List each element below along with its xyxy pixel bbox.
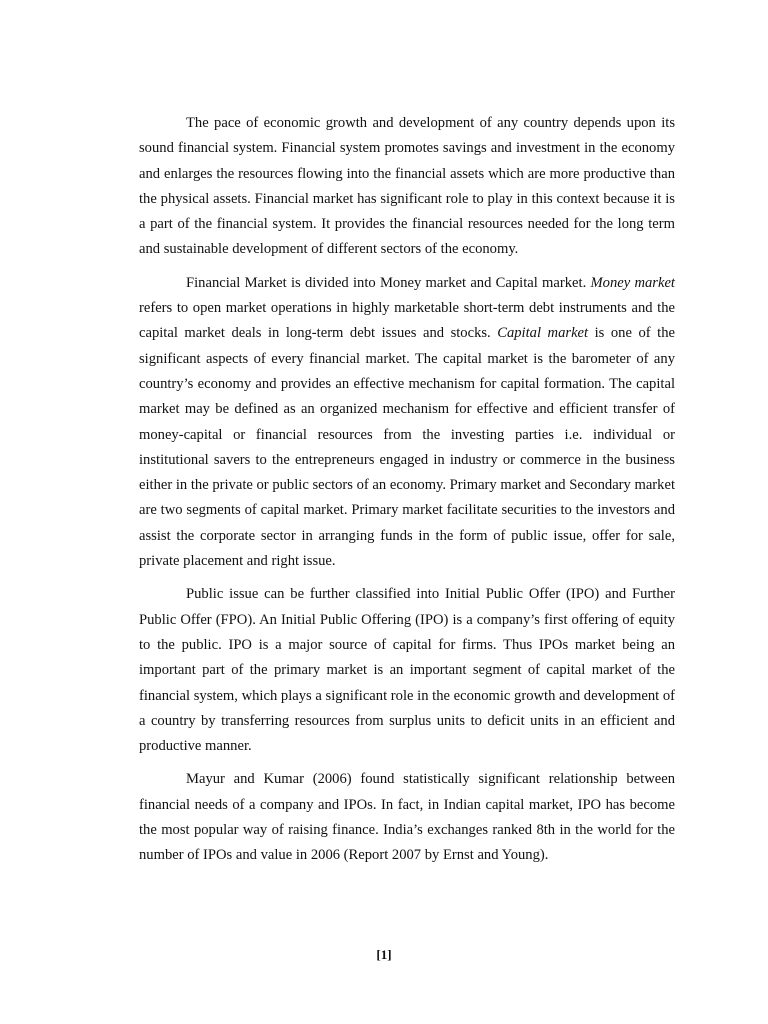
paragraph-4: Mayur and Kumar (2006) found statistically significant relationship between financial needs of a company and IPOs. In fact, in Indian capital market, IPO has become the most popular way of raising finance. India’s exchanges ranked 8th in the world for the number of IPOs and value in 2006 (Report 2007 by Ernst and Young). [139,771,675,864]
paragraph-2 [139,271,675,575]
paragraph-2-text-b: refers to open market operations in highly marketable short-term debt instruments and the capital market deals in long-term debt issues and stocks. [139,300,675,342]
paragraph-2-text-c: is one of the significant aspects of every financial market. The capital market is the barometer of any country’s economy and provides an effective mechanism for capital formation. The capital market may be defined as an organized mechanism for effective and efficient transfer of money-capital or financial resources from the investing parties i.e. individual or institutional savers to the entrepreneurs engaged in industry or commerce in the business either in the private or public sectors of an economy. Primary market and Secondary market are two segments of capital market. Primary market facilitate securities to the investors and assist the corporate sector in arranging funds in the form of public issue, offer for sale, private placement and right issue. [139,325,675,570]
document-body [139,111,675,869]
paragraph-3: Public issue can be further classified into Initial Public Offer (IPO) and Further Public Offer (FPO). An Initial Public Offering (IPO) is a company’s first offering of equity to the public. IPO is a major source of capital for firms. Thus IPOs market being an important part of the primary market is an important segment of capital market of the financial system, which plays a significant role in the economic growth and development of a country by transferring resources from surplus units to deficit units in an efficient and productive manner. [139,586,675,755]
money-market-term: Money market [590,274,675,291]
paragraph-1: The pace of economic growth and development of any country depends upon its sound financial system. Financial system promotes savings and investment in the economy and enlarges the resources flowing into the financial assets which are more productive than the physical assets. Financial market has significant role to play in this context because it is a part of the financial system. It provides the financial resources needed for the long term and sustainable development of different sectors of the economy. [139,115,675,258]
paragraph-2-text-a: Financial Market is divided into Money market and Capital market. [186,274,591,291]
capital-market-term: Capital market [497,325,589,342]
page-number: [1] [376,947,392,962]
